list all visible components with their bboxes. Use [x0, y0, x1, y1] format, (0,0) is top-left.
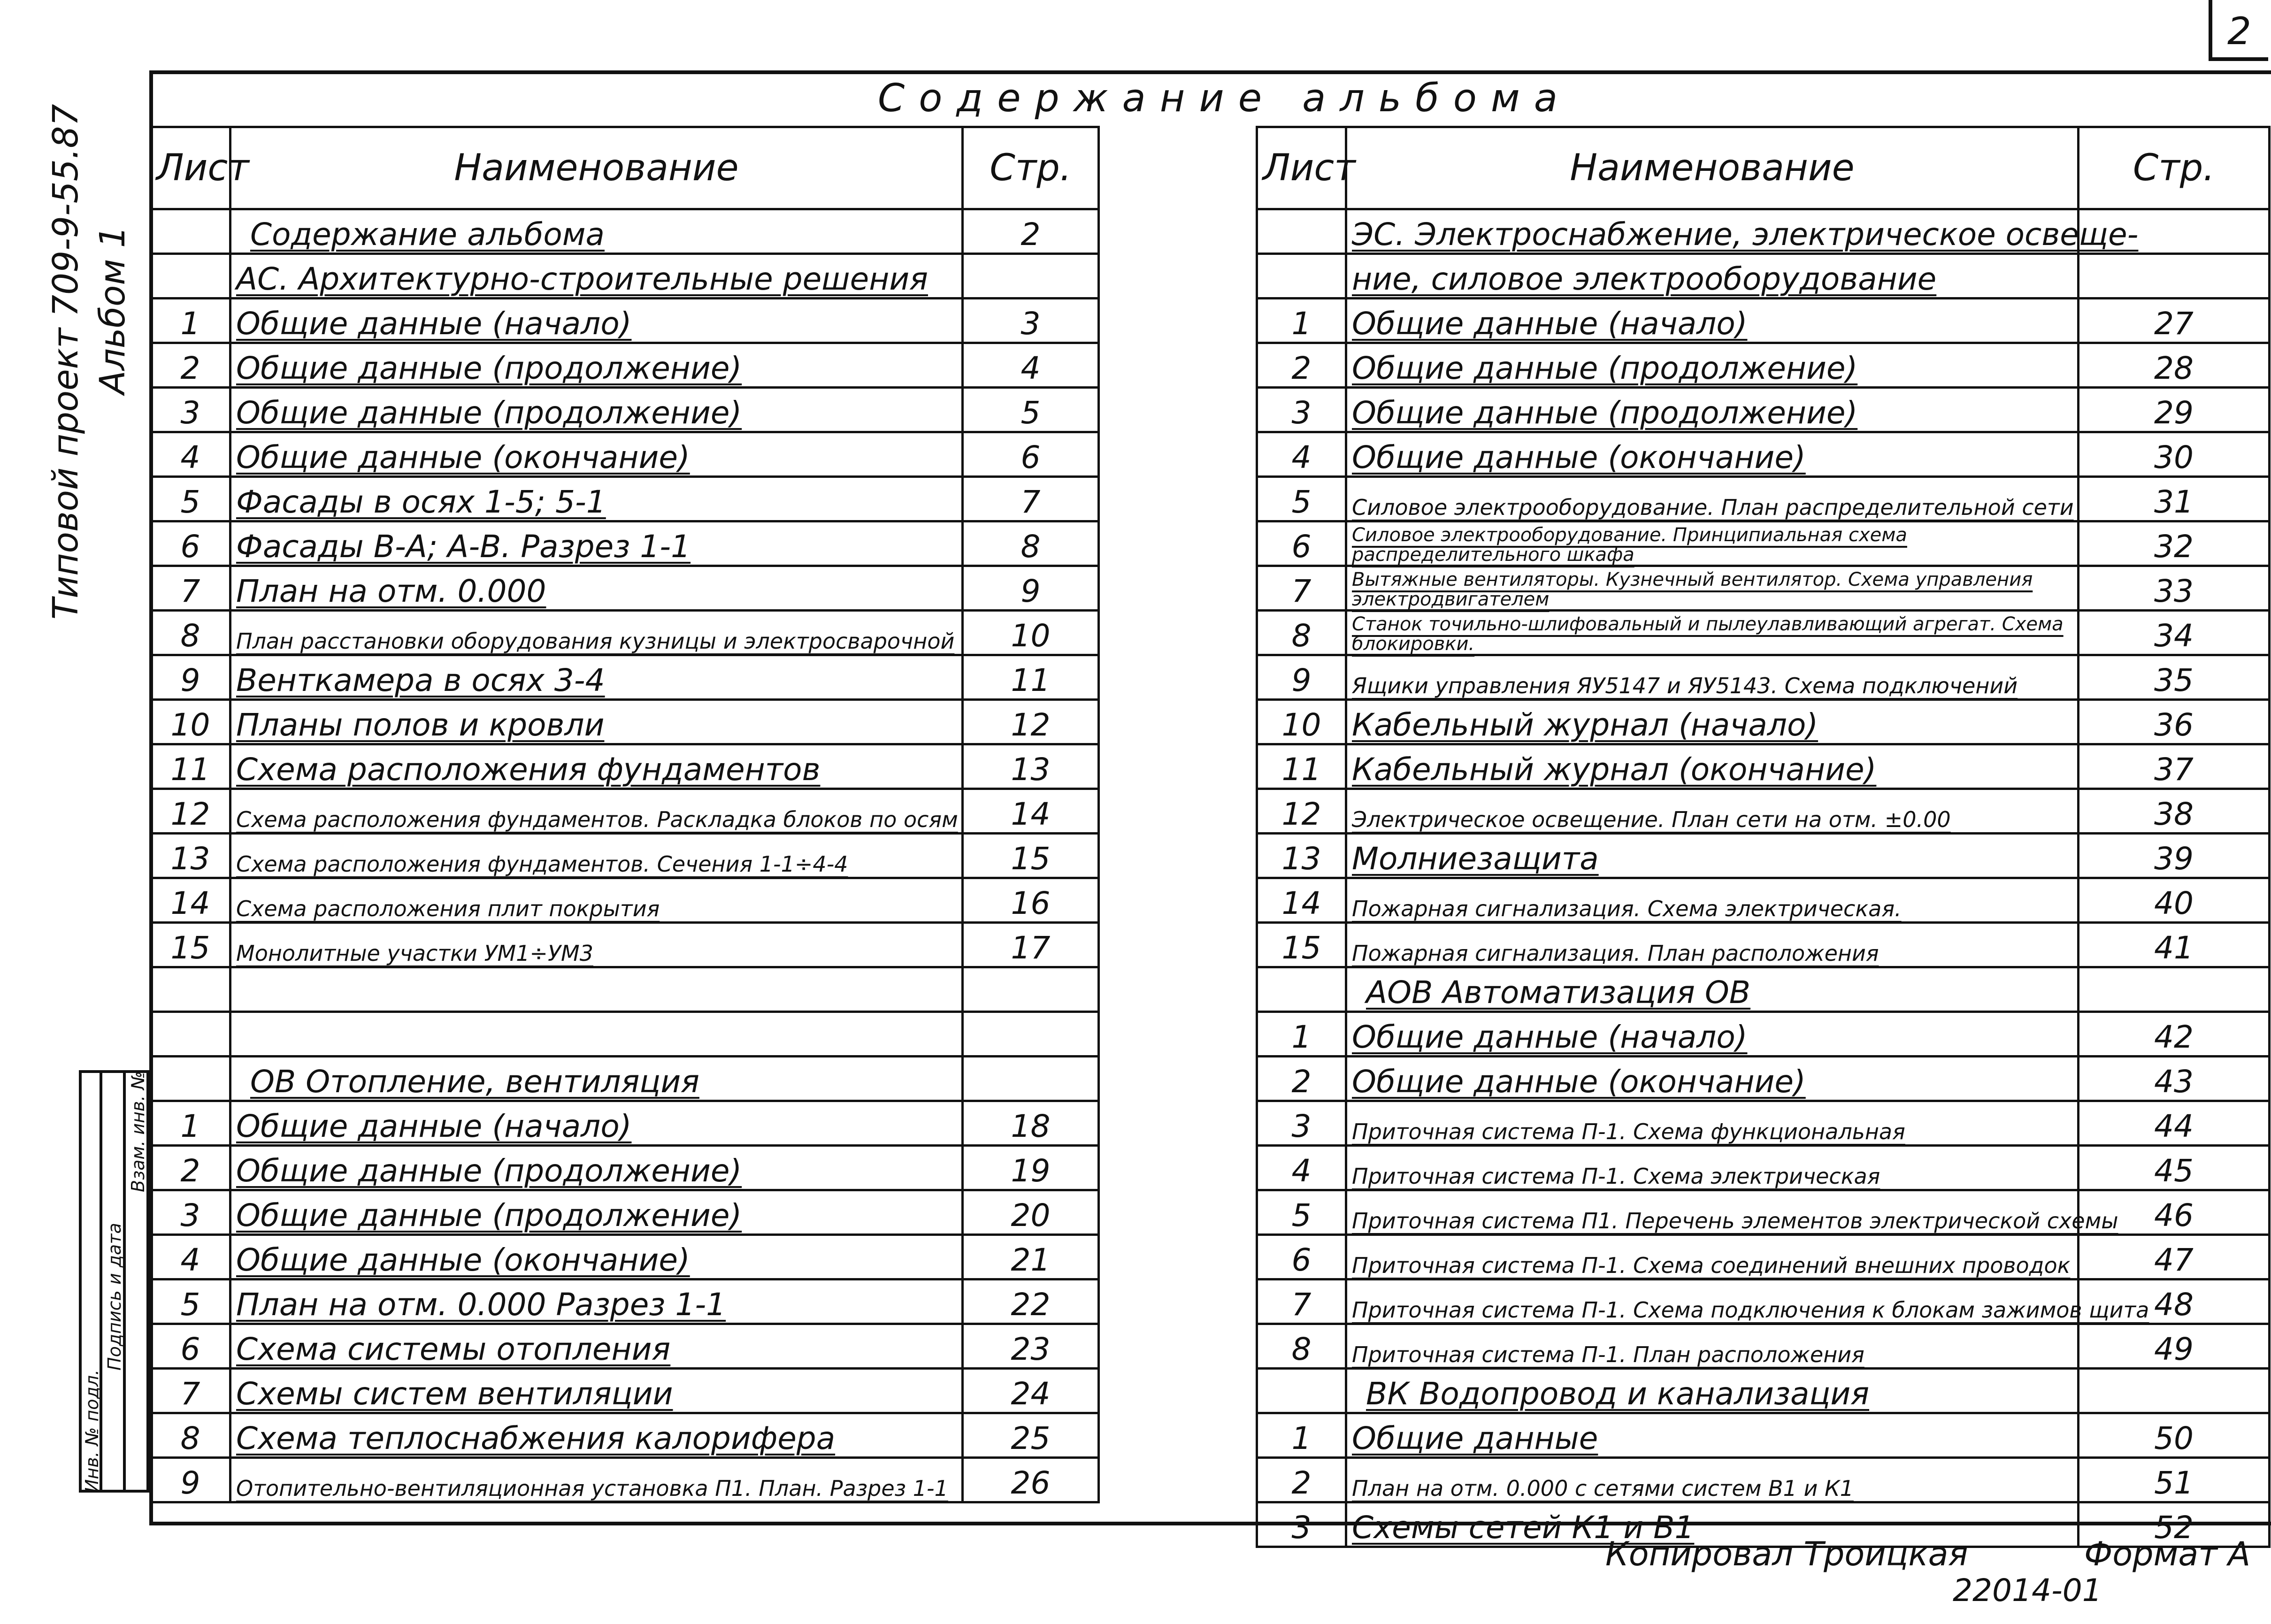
item-name-cell: Схема расположения плит покрытия: [230, 878, 963, 923]
copied-by: Копировал Троицкая: [1605, 1535, 1968, 1573]
page-number-cell: 36: [2079, 700, 2270, 744]
sheet-number-cell: 12: [1257, 789, 1346, 834]
item-name-cell: План на отм. 0.000 с сетями систем В1 и К1: [1346, 1458, 2079, 1502]
table-row: [1257, 834, 2270, 878]
header-page: Стр.: [2079, 127, 2270, 209]
table-row: [151, 209, 1099, 254]
item-name-cell: Схема расположения фундаментов. Сечения 1-1÷4-4: [230, 834, 963, 878]
page-number-cell: 26: [963, 1458, 1099, 1502]
table-row: [1257, 254, 2270, 299]
table-row: [151, 744, 1099, 789]
table-header-row: [151, 127, 1099, 209]
item-name-cell: План на отм. 0.000 Разрез 1-1: [230, 1279, 963, 1324]
page-number-cell: 12: [963, 700, 1099, 744]
item-name-cell: Содержание альбома: [230, 209, 963, 254]
page-number-cell: 23: [963, 1324, 1099, 1369]
sheet-number-cell: 13: [151, 834, 230, 878]
page-number-cell: 5: [963, 388, 1099, 432]
page-number-cell: 27: [2079, 299, 2270, 343]
sheet-number-cell: 3: [1257, 1502, 1346, 1547]
item-name-cell: Вытяжные вентиляторы. Кузнечный вентилятор. Схема управления электродвигателем: [1346, 566, 2079, 611]
page-number-cell: 50: [2079, 1413, 2270, 1458]
page-number-cell: [963, 1057, 1099, 1101]
item-name-cell: АС. Архитектурно-строительные решения: [230, 254, 963, 299]
table-row: [151, 1190, 1099, 1235]
sheet-number-cell: [1257, 254, 1346, 299]
table-row: [1257, 655, 2270, 700]
table-row: [1257, 700, 2270, 744]
page-number-cell: 39: [2079, 834, 2270, 878]
page-number-cell: 2: [963, 209, 1099, 254]
page-number-cell: [2079, 967, 2270, 1012]
header-sheet: Лист: [1257, 127, 1346, 209]
table-row: [151, 967, 1099, 1012]
sheet-number-cell: 2: [1257, 1458, 1346, 1502]
sheet-number-cell: 5: [151, 1279, 230, 1324]
item-name-cell: План расстановки оборудования кузницы и электросварочной: [230, 611, 963, 655]
page-number-cell: 32: [2079, 521, 2270, 566]
page-number-cell: 45: [2079, 1146, 2270, 1190]
table-row: [1257, 1279, 2270, 1324]
table-row: [1257, 432, 2270, 477]
page-number-cell: 14: [963, 789, 1099, 834]
contents-table-right: [1256, 126, 2271, 1548]
item-name-cell: Общие данные (окончание): [230, 432, 963, 477]
item-name-cell: Венткамера в осях 3-4: [230, 655, 963, 700]
sheet-number-cell: 7: [1257, 566, 1346, 611]
item-name-cell: Общие данные (окончание): [1346, 432, 2079, 477]
item-name-cell: Общие данные (продолжение): [230, 1190, 963, 1235]
item-name-cell: Приточная система П-1. Схема соединений внешних проводок: [1346, 1235, 2079, 1279]
item-name-cell: Общие данные (продолжение): [230, 388, 963, 432]
sheet-number-cell: 2: [151, 1146, 230, 1190]
page-number-cell: 11: [963, 655, 1099, 700]
table-row: [151, 1458, 1099, 1502]
sheet-number-cell: 6: [1257, 521, 1346, 566]
page-number-cell: 49: [2079, 1324, 2270, 1369]
page-number-cell: 47: [2079, 1235, 2270, 1279]
sheet-number-cell: 4: [151, 1235, 230, 1279]
sheet-number-cell: [1257, 209, 1346, 254]
table-row: [151, 1101, 1099, 1146]
item-name-cell: Силовое электрооборудование. План распределительной сети: [1346, 477, 2079, 521]
item-name-cell: Схемы систем вентиляции: [230, 1369, 963, 1413]
stamp-label-replace: Взам. инв. №: [128, 1071, 148, 1192]
table-row: [151, 1324, 1099, 1369]
table-row: [1257, 1324, 2270, 1369]
item-name-cell: Отопительно-вентиляционная установка П1. План. Разрез 1-1: [230, 1458, 963, 1502]
table-row: [151, 566, 1099, 611]
sheet-number-cell: 1: [151, 1101, 230, 1146]
page-number-cell: 28: [2079, 343, 2270, 388]
project-title: Типовой проект 709-9-55.87: [46, 104, 86, 620]
table-row: [1257, 209, 2270, 254]
sheet-number-cell: 2: [1257, 1057, 1346, 1101]
table-row: [1257, 923, 2270, 967]
item-name-cell: Общие данные (начало): [1346, 299, 2079, 343]
item-name-cell: Планы полов и кровли: [230, 700, 963, 744]
sheet-number-cell: 3: [151, 1190, 230, 1235]
item-name-cell: Общие данные (начало): [1346, 1012, 2079, 1057]
sheet-number-cell: 8: [1257, 1324, 1346, 1369]
item-name-cell: Молниезащита: [1346, 834, 2079, 878]
header-name: Наименование: [1346, 127, 2079, 209]
item-name-cell: ЭС. Электроснабжение, электрическое освеще-: [1346, 209, 2079, 254]
sheet-number-cell: [151, 967, 230, 1012]
page-title: Содержание альбома: [878, 76, 1572, 121]
table-row: [151, 789, 1099, 834]
item-name-cell: Общие данные (продолжение): [1346, 343, 2079, 388]
item-name-cell: План на отм. 0.000: [230, 566, 963, 611]
item-name-cell: Станок точильно-шлифовальный и пылеулавливающий агрегат. Схема блокировки.: [1346, 611, 2079, 655]
table-row: [151, 1279, 1099, 1324]
sheet-number-cell: 4: [1257, 432, 1346, 477]
item-name-cell: Общие данные (окончание): [1346, 1057, 2079, 1101]
table-row: [1257, 611, 2270, 655]
page-number-cell: 21: [963, 1235, 1099, 1279]
item-name-cell: [230, 1012, 963, 1057]
header-page: Стр.: [963, 127, 1099, 209]
header-sheet: Лист: [151, 127, 230, 209]
table-row: [1257, 1146, 2270, 1190]
album-title: Альбом 1: [92, 226, 133, 394]
page-number-cell: 20: [963, 1190, 1099, 1235]
sheet-number-cell: 1: [1257, 1012, 1346, 1057]
table-row: [1257, 744, 2270, 789]
sheet-number-cell: 8: [1257, 611, 1346, 655]
drawing-code: 22014-01: [1953, 1572, 2102, 1609]
sheet-number-cell: 4: [151, 432, 230, 477]
stamp-label-signature: Подпись и дата: [104, 1223, 125, 1371]
sheet-number-cell: 7: [151, 566, 230, 611]
table-row: [151, 923, 1099, 967]
page-number-cell: 31: [2079, 477, 2270, 521]
table-row: [151, 700, 1099, 744]
sheet-number-cell: 15: [1257, 923, 1346, 967]
item-name-cell: Общие данные (начало): [230, 1101, 963, 1146]
sheet-number-cell: 1: [1257, 1413, 1346, 1458]
paper-format: Формат А: [2084, 1535, 2251, 1573]
table-row: [1257, 967, 2270, 1012]
item-name-cell: Электрическое освещение. План сети на отм. ±0.00: [1346, 789, 2079, 834]
item-name-cell: Фасады В-А; А-В. Разрез 1-1: [230, 521, 963, 566]
item-name-cell: Схемы сетей К1 и В1: [1346, 1502, 2079, 1547]
item-name-cell: Схема теплоснабжения калорифера: [230, 1413, 963, 1458]
sheet-number-cell: 7: [151, 1369, 230, 1413]
item-name-cell: ОВ Отопление, вентиляция: [230, 1057, 963, 1101]
table-row: [151, 1146, 1099, 1190]
table-row: [1257, 789, 2270, 834]
page-number-cell: 33: [2079, 566, 2270, 611]
page-number-cell: 38: [2079, 789, 2270, 834]
item-name-cell: Общие данные (продолжение): [230, 343, 963, 388]
sheet-number-cell: 2: [151, 343, 230, 388]
sheet-number-cell: [1257, 967, 1346, 1012]
table-row: [151, 521, 1099, 566]
page-number-cell: 44: [2079, 1101, 2270, 1146]
item-name-cell: Приточная система П-1. План расположения: [1346, 1324, 2079, 1369]
sheet-number-cell: 8: [151, 611, 230, 655]
item-name-cell: Пожарная сигнализация. План расположения: [1346, 923, 2079, 967]
page-number-cell: 35: [2079, 655, 2270, 700]
table-row: [1257, 1458, 2270, 1502]
table-row: [151, 432, 1099, 477]
page-number-cell: 16: [963, 878, 1099, 923]
table-row: [151, 299, 1099, 343]
sheet-number-cell: 1: [151, 299, 230, 343]
table-row: [1257, 477, 2270, 521]
table-row: [151, 1012, 1099, 1057]
table-row: [1257, 1369, 2270, 1413]
sheet-number-cell: 3: [1257, 388, 1346, 432]
table-row: [1257, 878, 2270, 923]
page-number-cell: 46: [2079, 1190, 2270, 1235]
item-name-cell: Приточная система П1. Перечень элементов электрической схемы: [1346, 1190, 2079, 1235]
item-name-cell: Приточная система П-1. Схема электрическая: [1346, 1146, 2079, 1190]
table-row: [1257, 566, 2270, 611]
sheet-number-cell: 5: [1257, 1190, 1346, 1235]
sheet-number-cell: 12: [151, 789, 230, 834]
page-number-cell: 51: [2079, 1458, 2270, 1502]
item-name-cell: ВК Водопровод и канализация: [1346, 1369, 2079, 1413]
page-number-cell: 9: [963, 566, 1099, 611]
sheet-number-cell: 6: [1257, 1235, 1346, 1279]
table-row: [1257, 521, 2270, 566]
item-name-cell: Схема расположения фундаментов. Раскладка блоков по осям: [230, 789, 963, 834]
item-name-cell: Кабельный журнал (начало): [1346, 700, 2079, 744]
page-number-cell: [963, 967, 1099, 1012]
item-name-cell: [230, 967, 963, 1012]
page-number-cell: 41: [2079, 923, 2270, 967]
sheet-number-cell: 9: [151, 655, 230, 700]
sheet-number-cell: 8: [151, 1413, 230, 1458]
sheet-number-cell: 5: [151, 477, 230, 521]
page-number-cell: 42: [2079, 1012, 2270, 1057]
table-row: [151, 1369, 1099, 1413]
page-number-cell: 37: [2079, 744, 2270, 789]
item-name-cell: Общие данные (продолжение): [1346, 388, 2079, 432]
sheet-number-cell: 15: [151, 923, 230, 967]
sheet-number-cell: [151, 1012, 230, 1057]
sheet-number-cell: [151, 1057, 230, 1101]
sheet-number-cell: [1257, 1369, 1346, 1413]
page-number-cell: 30: [2079, 432, 2270, 477]
item-name-cell: Приточная система П-1. Схема функциональная: [1346, 1101, 2079, 1146]
sheet-number-cell: 11: [151, 744, 230, 789]
page-number-cell: 19: [963, 1146, 1099, 1190]
table-row: [1257, 1101, 2270, 1146]
page-number-cell: 4: [963, 343, 1099, 388]
page-number-cell: 52: [2079, 1502, 2270, 1547]
table-row: [151, 1057, 1099, 1101]
table-row: [151, 1413, 1099, 1458]
sheet-number-cell: 11: [1257, 744, 1346, 789]
table-row: [151, 477, 1099, 521]
table-row: [1257, 343, 2270, 388]
item-name-cell: ние, силовое электрооборудование: [1346, 254, 2079, 299]
table-row: [1257, 299, 2270, 343]
sheet-number-cell: 3: [1257, 1101, 1346, 1146]
item-name-cell: Приточная система П-1. Схема подключения к блокам зажимов щита: [1346, 1279, 2079, 1324]
item-name-cell: Общие данные (окончание): [230, 1235, 963, 1279]
table-row: [151, 388, 1099, 432]
contents-table-left: [149, 126, 1100, 1503]
page-number-cell: 29: [2079, 388, 2270, 432]
sheet-number-cell: 1: [1257, 299, 1346, 343]
page-number-cell: 7: [963, 477, 1099, 521]
page-number-cell: 15: [963, 834, 1099, 878]
item-name-cell: Схема расположения фундаментов: [230, 744, 963, 789]
page-number-cell: [963, 254, 1099, 299]
item-name-cell: Силовое электрооборудование. Принципиальная схема распределительного шкафа: [1346, 521, 2079, 566]
page-number-cell: 48: [2079, 1279, 2270, 1324]
sheet-number-cell: 7: [1257, 1279, 1346, 1324]
page-number-cell: [963, 1012, 1099, 1057]
page-number-cell: 3: [963, 299, 1099, 343]
side-title: [42, 56, 155, 620]
table-row: [151, 878, 1099, 923]
item-name-cell: Кабельный журнал (окончание): [1346, 744, 2079, 789]
sheet-number-cell: 14: [1257, 878, 1346, 923]
page-number-cell: 10: [963, 611, 1099, 655]
page-number-cell: 34: [2079, 611, 2270, 655]
sheet-number-cell: 9: [1257, 655, 1346, 700]
sheet-number-cell: 2: [1257, 343, 1346, 388]
item-name-cell: Пожарная сигнализация. Схема электрическая.: [1346, 878, 2079, 923]
table-row: [1257, 1235, 2270, 1279]
sheet-number-cell: 5: [1257, 477, 1346, 521]
item-name-cell: АОВ Автоматизация ОВ: [1346, 967, 2079, 1012]
table-header-row: [1257, 127, 2270, 209]
page-number-cell: 6: [963, 432, 1099, 477]
header-name: Наименование: [230, 127, 963, 209]
item-name-cell: Общие данные: [1346, 1413, 2079, 1458]
page-number-cell: 25: [963, 1413, 1099, 1458]
page-number-cell: 13: [963, 744, 1099, 789]
sheet-number-cell: [151, 254, 230, 299]
item-name-cell: Схема системы отопления: [230, 1324, 963, 1369]
sheet-number-cell: 10: [151, 700, 230, 744]
sheet-number-cell: 3: [151, 388, 230, 432]
sheet-number-cell: 6: [151, 1324, 230, 1369]
sheet-number-cell: 13: [1257, 834, 1346, 878]
page-number-cell: 18: [963, 1101, 1099, 1146]
page-number-cell: 24: [963, 1369, 1099, 1413]
table-row: [151, 1235, 1099, 1279]
sheet-number: 2: [2227, 9, 2251, 53]
item-name-cell: Фасады в осях 1-5; 5-1: [230, 477, 963, 521]
table-row: [151, 655, 1099, 700]
page-number-cell: 8: [963, 521, 1099, 566]
table-row: [1257, 1057, 2270, 1101]
sheet-number-cell: 4: [1257, 1146, 1346, 1190]
item-name-cell: Ящики управления ЯУ5147 и ЯУ5143. Схема подключений: [1346, 655, 2079, 700]
approval-stamp: [79, 1070, 149, 1493]
item-name-cell: Общие данные (продолжение): [230, 1146, 963, 1190]
item-name-cell: Общие данные (начало): [230, 299, 963, 343]
page-number-cell: 22: [963, 1279, 1099, 1324]
stamp-label-inv: Инв. № подл.: [82, 1369, 102, 1493]
sheet-number-cell: 6: [151, 521, 230, 566]
table-row: [151, 611, 1099, 655]
page-number-cell: 40: [2079, 878, 2270, 923]
page-number-cell: [2079, 254, 2270, 299]
table-row: [151, 343, 1099, 388]
table-row: [151, 254, 1099, 299]
page-number-cell: [2079, 1369, 2270, 1413]
sheet-number-cell: 14: [151, 878, 230, 923]
sheet-number-cell: [151, 209, 230, 254]
item-name-cell: Монолитные участки УМ1÷УМ3: [230, 923, 963, 967]
sheet-number-cell: 9: [151, 1458, 230, 1502]
table-row: [1257, 388, 2270, 432]
page-number-cell: 17: [963, 923, 1099, 967]
sheet-number-cell: 10: [1257, 700, 1346, 744]
table-row: [1257, 1190, 2270, 1235]
table-row: [151, 834, 1099, 878]
table-row: [1257, 1012, 2270, 1057]
table-row: [1257, 1413, 2270, 1458]
page-number-cell: 43: [2079, 1057, 2270, 1101]
